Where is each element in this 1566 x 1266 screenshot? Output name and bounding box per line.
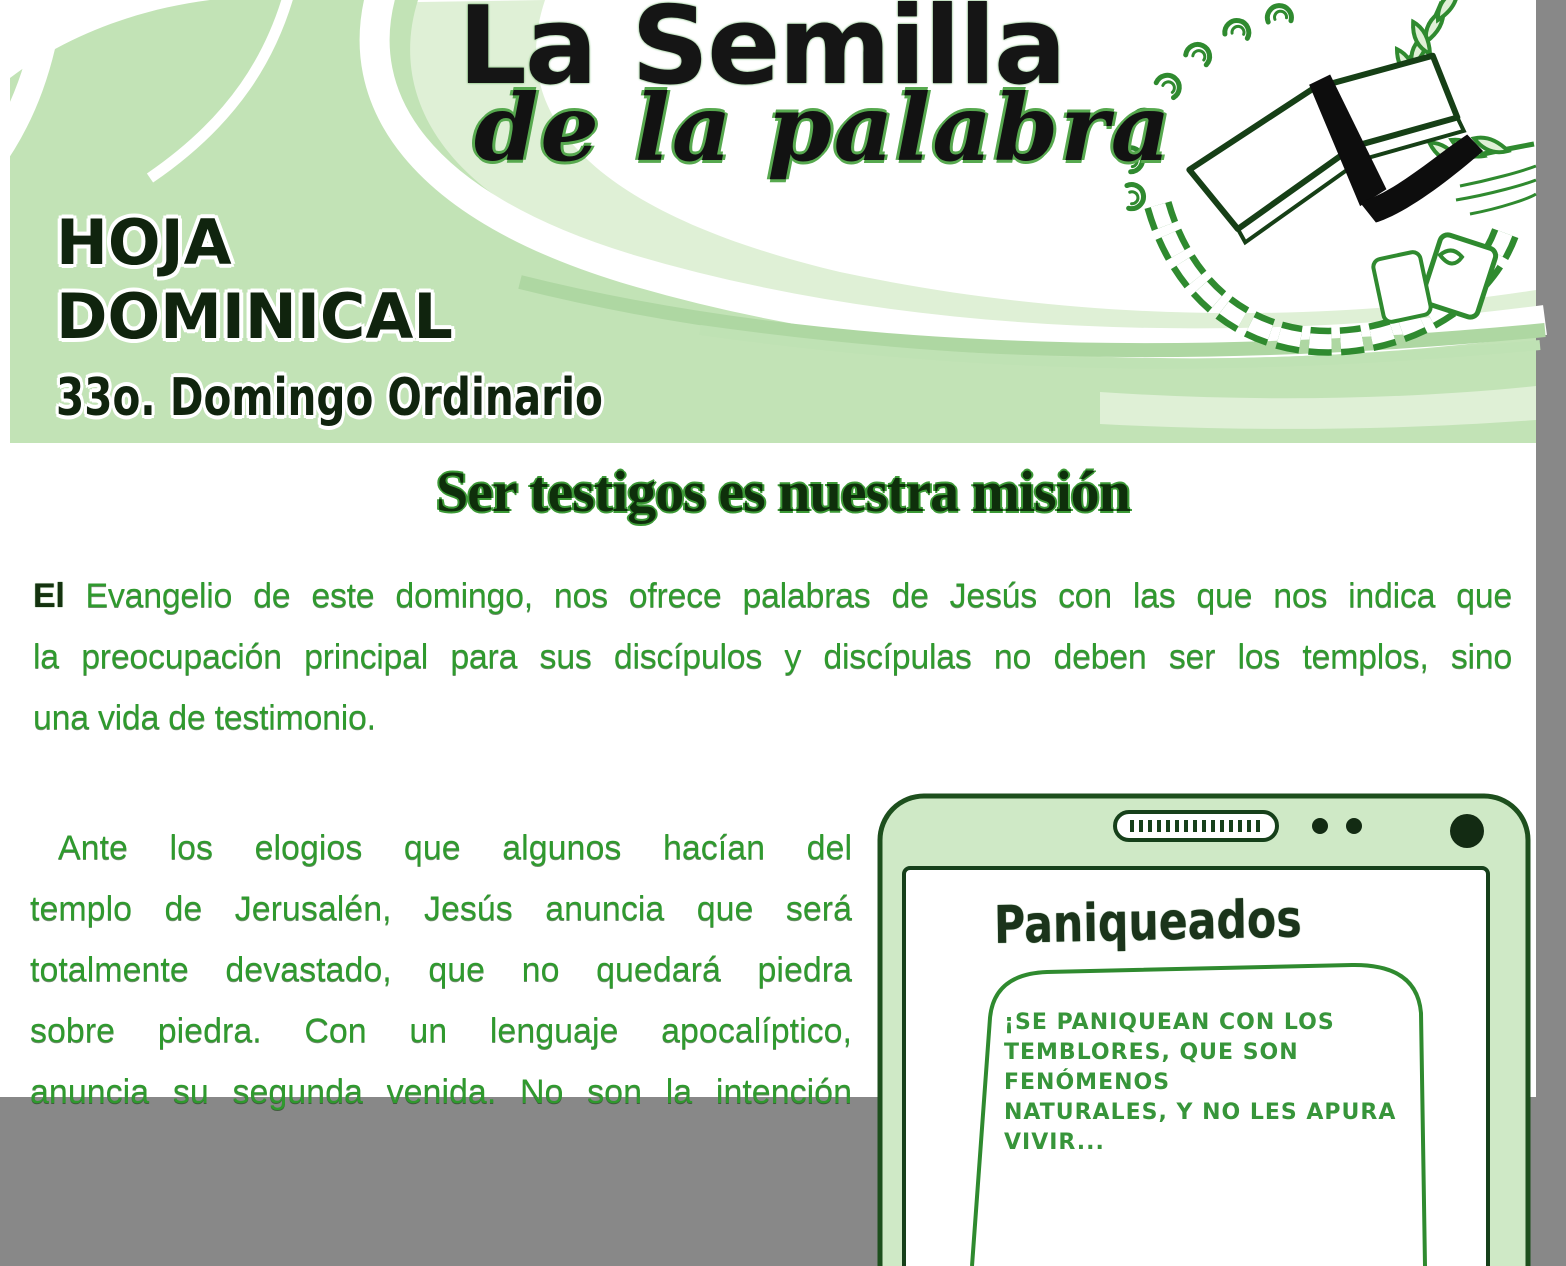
edition-label: 33o. Domingo Ordinario <box>56 368 603 428</box>
body-line: totalmente devastado, que no quedará piedra <box>30 951 852 989</box>
intro-line: la preocupación principal para sus discípulos y discípulas no deben ser los templos, sino <box>33 638 1512 676</box>
body-line: anuncia su segunda venida. No son la intención <box>30 1073 852 1111</box>
intro-line-text: Evangelio de este domingo, nos ofrece palabras de Jesús con las que nos indica que <box>85 577 1512 615</box>
publication-name-line2: DOMINICAL <box>56 280 453 353</box>
body-line: templo de Jerusalén, Jesús anuncia que será <box>30 890 852 928</box>
camera-lens-icon <box>1450 814 1484 848</box>
drop-cap: El <box>33 577 65 615</box>
sensor-dot-icon <box>1346 818 1362 834</box>
logo-graphic <box>1130 0 1536 424</box>
bubble-line: VIVIR... <box>1004 1130 1105 1155</box>
intro-line <box>33 566 1512 627</box>
bubble-line: TEMBLORES, QUE SON FENÓMENOS <box>1004 1040 1299 1095</box>
cartoon-title: Paniqueados <box>993 889 1303 956</box>
publication-name-line1: HOJA <box>56 206 232 279</box>
body-line: Ante los elogios que algunos hacían del <box>58 829 852 867</box>
bubble-line: ¡SE PANIQUEAN CON LOS <box>1004 1010 1335 1035</box>
intro-line: una vida de testimonio. <box>33 699 376 737</box>
open-book-wheat-logo <box>1130 0 1536 424</box>
speech-bubble-text <box>1004 1008 1424 1158</box>
article-headline: Ser testigos es nuestra misión <box>436 459 1130 524</box>
sensor-dot-icon <box>1312 818 1328 834</box>
masthead-subtitle: de la palabra <box>474 74 1173 182</box>
article-body <box>30 818 852 1123</box>
body-line: sobre piedra. Con un lenguaje apocalíptico, <box>30 1012 852 1050</box>
masthead <box>0 0 1536 443</box>
masthead-title: La Semilla <box>458 0 1065 109</box>
intro-paragraph <box>33 566 1512 749</box>
bubble-line: NATURALES, Y NO LES APURA <box>1004 1100 1397 1125</box>
